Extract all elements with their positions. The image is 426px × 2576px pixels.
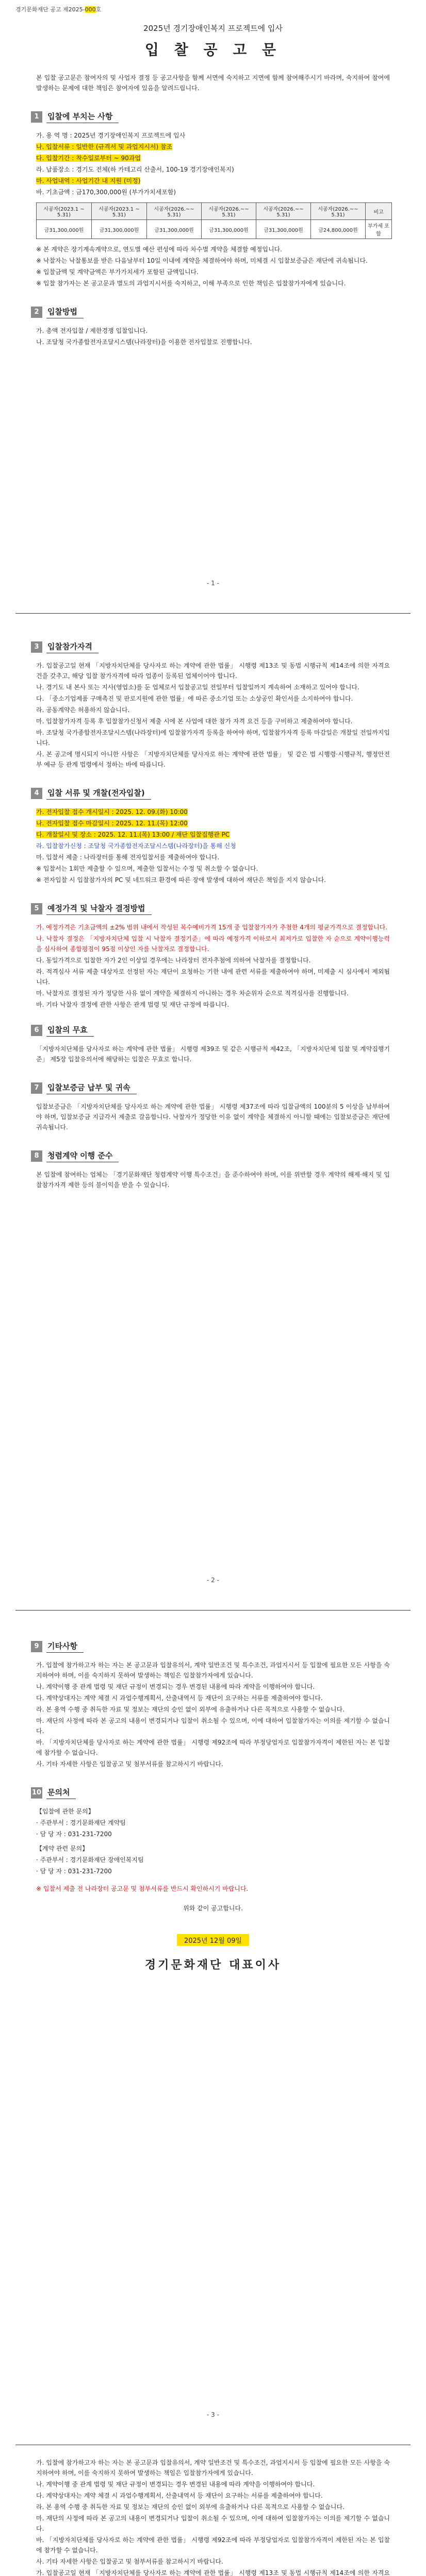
s1-line: 라. 납품장소 : 경기도 전체(하 카테고리 산출서, 100-19 경기장애인복지) (36, 166, 234, 173)
document-number (15, 5, 411, 13)
table-cell: 금31,300,000원 (202, 220, 256, 239)
section-10-heading (31, 1787, 411, 1799)
s1-line (36, 176, 390, 186)
s10-line: · 담 당 자 : 031-231-7200 (36, 1831, 112, 1838)
page-number: - 2 - (207, 1577, 219, 1584)
doc-no-prefix: 경기문화재단 공고 제2025- (15, 6, 85, 13)
section-label: 입찰보증금 납부 및 귀속 (46, 1082, 137, 1094)
s4-line: 라. 입찰참가신청 : 조달청 국가종합전자조달시스템(나라장터)을 통해 신청 (36, 842, 236, 850)
section-label: 입찰방법 (46, 306, 84, 318)
page-divider (15, 613, 411, 614)
s2-line: 나. 조달청 국가종합전자조달시스템(나라장터)을 이용한 전자입찰로 진행합니다. (36, 338, 252, 346)
s10-line: · 주관부서 : 경기문화재단 장애인복지팀 (36, 1856, 144, 1863)
page-4 (15, 2458, 411, 2576)
s3-line: 라. 공동계약은 허용하지 않습니다. (36, 706, 130, 714)
appendix-line: 바. 「지방자치단체를 당사자로 하는 계약에 관한 법률」 시행령 제92조에 따라 부정당업자로 입찰참가자격이 제한된 자는 본 입찰에 참가할 수 없습니다. (36, 2536, 390, 2554)
s10-line: 【계약 관련 문의】 (36, 1845, 89, 1852)
page-title: 입 찰 공 고 문 (144, 41, 282, 58)
appendix-line: 가. 입찰공고일 현재 「지방자치단체를 당사자로 하는 계약에 관한 법률」 시행령 제13조 및 동법 시행규칙 제14조에 의한 자격요 (36, 2569, 390, 2576)
appendix-line: 나. 계약이행 중 관계 법령 및 재단 규정이 변경되는 경우 변경된 내용에 따라 계약을 이행하여야 합니다. (36, 2481, 315, 2488)
s1-note: ※ 낙찰자는 낙찰통보를 받은 다음날부터 10일 이내에 계약을 체결하여야 하며, 미체결 시 입찰보증금은 재단에 귀속됩니다. (36, 257, 368, 264)
s1-line (36, 153, 390, 163)
budget-table-header (37, 203, 392, 220)
section-label: 문의처 (46, 1787, 76, 1799)
table-cell: 부가세 포함 (366, 220, 392, 239)
s3-line: 마. 입찰참가자격 등록 후 입찰참가신청서 제출 시에 본 사업에 대한 참가 자격 요건 등을 구비하고 제출하여야 합니다. (36, 718, 353, 725)
table-header-cell: 시공자(2026.~~ 5.31) (147, 203, 202, 220)
s1-line-highlight: 마. 사업내역 : 사업기간 내 지원 (미정) (36, 177, 141, 184)
doc-no-number: 000 (85, 6, 96, 13)
section-1-heading (31, 111, 411, 123)
section-number: 6 (31, 1025, 42, 1036)
appendix-line: 가. 입찰에 참가하고자 하는 자는 본 공고문과 입찰유의서, 계약 일반조건 및 특수조건, 과업지시서 등 입찰에 필요한 모든 사항을 숙지하여야 하며, 이를 숙지하지 못하여 발생하는 책임은 입찰참가자에게 있습니다. (36, 2459, 390, 2477)
table-row (37, 220, 392, 239)
s9-line: 다. 계약상대자는 계약 체결 시 과업수행계획서, 산출내역서 등 재단이 요구하는 서류를 제출하여야 합니다. (36, 1694, 323, 1702)
project-subtitle: 2025년 경기장애인복지 프로젝트에 입사 (143, 24, 283, 33)
intro-text: 본 입찰 공고문은 참여자의 및 사업자 결정 등 공고사항을 함께 서면에 숙지하고 지면에 함께 참여해주시기 바라며, 숙지하여 참여에 발생하는 문제에 대한 책임은 참여자에 있음을 알려드립니다. (36, 74, 390, 92)
s4-line-highlight: 나. 전자입찰 접수 마감일시 : 2025. 12. 11.(목) 12:00 (36, 820, 188, 827)
table-cell: 금24,800,000원 (311, 220, 366, 239)
s10-line: · 주관부서 : 경기문화재단 계약팀 (36, 1819, 126, 1826)
s1-line: 가. 용 역 명 : 2025년 경기장애인복지 프로젝트에 입사 (36, 132, 186, 139)
table-header-cell: 시공자(2026.~~ 5.31) (256, 203, 311, 220)
page-number: - 1 - (207, 580, 219, 587)
s3-line: 다. 「중소기업제품 구매촉진 및 판로지원에 관한 법률」에 따른 중소기업 또는 소상공인 확인서를 소지하여야 합니다. (36, 695, 353, 702)
s4-line: ※ 입찰서는 1회만 제출할 수 있으며, 제출한 입찰서는 수정 및 취소할 수 없습니다. (36, 865, 258, 872)
section-number: 10 (31, 1787, 42, 1799)
section-2-heading (31, 306, 411, 318)
s1-line (36, 142, 390, 152)
s1-note: ※ 본 계약은 장기계속계약으로, 연도별 예산 편성에 따라 차수별 계약을 체결할 예정입니다. (36, 246, 282, 253)
appendix-line: 라. 본 용역 수행 중 취득한 자료 및 정보는 재단의 승인 없이 외부에 유출하거나 다른 목적으로 사용할 수 없습니다. (36, 2503, 345, 2511)
section-1-notes (15, 244, 411, 289)
section-9-heading (31, 1640, 411, 1653)
appendix-line: 다. 계약상대자는 계약 체결 시 과업수행계획서, 산출내역서 등 재단이 요구하는 서류를 제출하여야 합니다. (36, 2492, 323, 2499)
section-8-heading (31, 1150, 411, 1162)
s4-line (36, 818, 390, 828)
s4-line-highlight: 다. 개찰일시 및 장소 : 2025. 12. 11.(목) 13:00 / 재단 입찰집행관 PC (36, 831, 230, 838)
section-label: 청렴계약 이행 준수 (46, 1150, 119, 1162)
section-8-body (15, 1170, 411, 1190)
s1-line-highlight: 다. 입찰기간 : 착수일로부터 ~ 90과업 (36, 155, 141, 162)
section-number: 9 (31, 1641, 42, 1652)
s4-line (36, 829, 390, 840)
page-number: - 3 - (207, 2411, 219, 2418)
section-5-body (15, 922, 411, 1010)
s1-note: ※ 입찰금액 및 계약금액은 부가가치세가 포함된 금액입니다. (36, 268, 199, 276)
appendix-body (15, 2458, 411, 2576)
table-cell: 금31,300,000원 (37, 220, 92, 239)
section-6-body (15, 1044, 411, 1064)
table-cell: 금31,300,000원 (147, 220, 202, 239)
s5-line: 바. 기타 낙찰자 결정에 관한 사항은 관계 법령 및 재단 규정에 따릅니다. (36, 1001, 230, 1008)
table-header-cell: 시공자(2023.1 ~ 5.31) (37, 203, 92, 220)
section-number: 5 (31, 903, 42, 914)
section-3-body (15, 660, 411, 770)
s5-line: 나. 낙찰자 결정은 「지방자치단체 입찰 시 낙찰자 결정기준」에 따라 예정가격 이하로서 최저가로 입찰한 자 순으로 계약이행능력을 심사하여 종합평점이 95점 이상인 자를 낙찰자로 결정합니다. (36, 935, 390, 953)
section-number: 8 (31, 1150, 42, 1162)
section-label: 입찰 서류 및 개찰(전자입찰) (46, 787, 151, 800)
section-5-heading (31, 903, 411, 915)
section-7-heading (31, 1082, 411, 1094)
s1-note: ※ 입찰 참가자는 본 공고문과 별도의 과업지시서를 숙지하고, 이해 부족으로 인한 책임은 입찰참가자에게 있습니다. (36, 280, 346, 287)
s9-line: 마. 재단의 사정에 따라 본 공고의 내용이 변경되거나 입찰이 취소될 수 있으며, 이에 대하여 입찰참가자는 이의를 제기할 수 없습니다. (36, 1717, 390, 1735)
signer: 경기문화재단 대표이사 (144, 1959, 282, 1972)
section-2-body (15, 326, 411, 347)
s10-line: 【입찰에 관한 문의】 (36, 1808, 94, 1815)
table-header-cell: 시공자(2026.~~ 5.31) (202, 203, 256, 220)
section-9-body (15, 1660, 411, 1769)
section-number: 4 (31, 788, 42, 799)
section-6-heading (31, 1024, 411, 1037)
s3-line: 가. 입찰공고일 현재 「지방자치단체를 당사자로 하는 계약에 관한 법률」 시행령 제13조 및 동법 시행규칙 제14조에 의한 자격요건을 갖추고, 해당 입찰 참가자격에 따라 업종이 등록된 업체이어야 합니다. (36, 662, 390, 680)
section-label: 기타사항 (46, 1640, 84, 1653)
section-3-heading (31, 641, 411, 653)
section-number: 7 (31, 1082, 42, 1094)
s10-line: · 담 당 자 : 031-231-7200 (36, 1868, 112, 1875)
s9-line: 사. 기타 자세한 사항은 입찰공고 및 첨부서류를 참고하시기 바랍니다. (36, 1760, 223, 1768)
s9-line: 나. 계약이행 중 관계 법령 및 재단 규정이 변경되는 경우 변경된 내용에 따라 계약을 이행하여야 합니다. (36, 1683, 315, 1690)
announcement-page (15, 5, 411, 348)
section-4-heading (31, 787, 411, 800)
date-line (15, 1934, 411, 1946)
s6-line: 「지방자치단체를 당사자로 하는 계약에 관한 법률」 시행령 제39조 및 같은 시행규칙 제42조, 「지방자치단체 입찰 및 계약집행기준」 제5장 입찰유의서에 해당하는 입찰은 무효로 합니다. (36, 1045, 390, 1063)
section-number: 1 (31, 111, 42, 123)
appendix-line: 마. 재단의 사정에 따라 본 공고의 내용이 변경되거나 입찰이 취소될 수 있으며, 이에 대하여 입찰참가자는 이의를 제기할 수 없습니다. (36, 2515, 390, 2532)
s3-line: 나. 경기도 내 본사 또는 지사(영업소)를 둔 업체로서 입찰공고일 전일부터 입찰일까지 계속하여 소재하고 있어야 합니다. (36, 684, 359, 691)
s5-line: 가. 예정가격은 기초금액의 ±2% 범위 내에서 작성된 복수예비가격 15개 중 입찰참가자가 추첨한 4개의 평균가격으로 결정합니다. (36, 924, 388, 931)
section-label: 입찰에 부치는 사항 (46, 111, 119, 123)
s1-line: 바. 기초금액 : 금170,300,000원 (부가가치세포함) (36, 189, 176, 196)
table-header-cell: 시공자(2026.~~ 5.31) (311, 203, 366, 220)
section-label: 입찰참가자격 (46, 641, 99, 653)
s2-line: 가. 총액 전자입찰 / 제한경쟁 입찰입니다. (36, 327, 148, 334)
table-cell: 금31,300,000원 (256, 220, 311, 239)
table-header-cell: 시공자(2023.1 ~ 5.31) (92, 203, 147, 220)
section-label: 예정가격 및 낙찰자 결정방법 (46, 903, 152, 915)
s5-line: 다. 동일가격으로 입찰한 자가 2인 이상일 경우에는 나라장터 전자추첨에 의하여 낙찰자를 결정합니다. (36, 957, 311, 964)
closing-text: 위와 같이 공고합니다. (183, 1905, 243, 1912)
section-7-body (15, 1101, 411, 1132)
page-2 (15, 623, 411, 1191)
s5-line: 라. 적격심사 서류 제출 대상자로 선정된 자는 재단이 요청하는 기한 내에 관련 서류를 제출하여야 하며, 미제출 시 심사에서 제외됩니다. (36, 968, 390, 986)
doc-no-suffix: 호 (95, 6, 102, 13)
s8-line: 본 입찰에 참여하는 업체는 「경기문화재단 청렴계약 이행 특수조건」을 준수하여야 하며, 이를 위반할 경우 계약의 해제·해지 및 입찰참가자격 제한 등의 불이익을 받을 수 있습니다. (36, 1171, 390, 1189)
section-10-body (15, 1806, 411, 1913)
section-4-body (15, 807, 411, 885)
s4-line: 마. 입찰서 제출 : 나라장터를 통해 전자입찰서를 제출하여야 합니다. (36, 854, 220, 861)
budget-table (36, 202, 392, 239)
announcement-date: 2025년 12월 09일 (177, 1934, 249, 1946)
table-header-cell: 비고 (366, 203, 392, 220)
section-label: 입찰의 무효 (46, 1024, 94, 1037)
page-3 (15, 1623, 411, 1972)
s4-line (36, 807, 390, 817)
s9-line: 가. 입찰에 참가하고자 하는 자는 본 공고문과 입찰유의서, 계약 일반조건 및 특수조건, 과업지시서 등 입찰에 필요한 모든 사항을 숙지하여야 하며, 이를 숙지하지 못하여 발생하는 책임은 입찰참가자에게 있습니다. (36, 1662, 390, 1679)
page-divider (15, 1610, 411, 1611)
notice-tip: ※ 입찰서 제출 전 나라장터 공고문 및 첨부서류를 반드시 확인하시기 바랍니다. (36, 1885, 249, 1892)
s3-line: 바. 조달청 국가종합전자조달시스템(나라장터)에 입찰참가자격 등록을 하여야 하며, 입찰참가자격 등록 마감일은 개찰일 전일까지입니다. (36, 729, 390, 747)
s4-line-highlight: 가. 전자입찰 접수 개시일시 : 2025. 12. 09.(화) 10:00 (36, 808, 188, 816)
s9-line: 바. 「지방자치단체를 당사자로 하는 계약에 관한 법률」 시행령 제92조에 따라 부정당업자로 입찰참가자격이 제한된 자는 본 입찰에 참가할 수 없습니다. (36, 1739, 390, 1756)
s9-line: 라. 본 용역 수행 중 취득한 자료 및 정보는 재단의 승인 없이 외부에 유출하거나 다른 목적으로 사용할 수 없습니다. (36, 1706, 345, 1713)
s7-line: 입찰보증금은 「지방자치단체를 당사자로 하는 계약에 관한 법률」 시행령 제37조에 따라 입찰금액의 100분의 5 이상을 납부하여야 하며, 입찰보증금 지급각서 제출로 갈음합니다. 낙찰자가 정당한 이유 없이 계약을 체결하지 아니할 때에는 입찰보증금은 재단에 귀속됩니다. (36, 1103, 390, 1131)
appendix-line: 사. 기타 자세한 사항은 입찰공고 및 첨부서류를 참고하시기 바랍니다. (36, 2558, 223, 2565)
s3-line: 사. 본 공고에 명시되지 아니한 사항은 「지방자치단체를 당사자로 하는 계약에 관한 법률」 및 같은 법 시행령·시행규칙, 행정안전부 예규 등 관계 법령에서 정하는 바에 따릅니다. (36, 751, 390, 768)
s1-line-highlight: 나. 입찰서류 : 일반한 (규격서 및 과업지시서) 참조 (36, 143, 173, 150)
s5-line: 마. 낙찰자로 결정된 자가 정당한 사유 없이 계약을 체결하지 아니하는 경우 차순위자 순으로 적격심사를 진행합니다. (36, 990, 349, 997)
section-1-body (15, 130, 411, 197)
section-number: 2 (31, 307, 42, 318)
section-number: 3 (31, 641, 42, 653)
s4-line: ※ 전자입찰 시 입찰참가자의 PC 및 네트워크 환경에 따른 장애 발생에 대하여 재단은 책임을 지지 않습니다. (36, 876, 326, 884)
table-cell: 금31,300,000원 (92, 220, 147, 239)
